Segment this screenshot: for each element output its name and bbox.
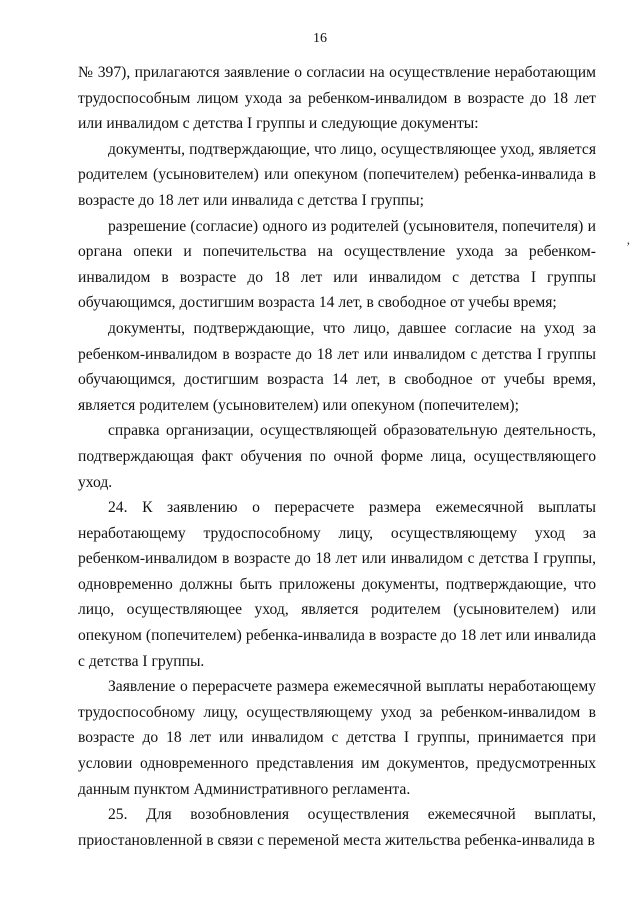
paragraph-education-certificate: справка организации, осуществляющей образовательную деятельность, подтверждающая факт обучения по очной форме лица, осуществляющего уход. xyxy=(78,422,596,491)
margin-mark: , xyxy=(626,232,630,247)
paragraph-continuation: № 397), прилагаются заявление о согласии на осуществление неработающим трудоспособным лицом ухода за ребенком-инвалидом в возрасте до 18 лет или инвалидом с детства I группы и следующие документы: xyxy=(78,64,596,133)
page-number: 16 xyxy=(313,31,327,46)
paragraph-document-consent-proof: документы, подтверждающие, что лицо, давшее согласие на уход за ребенком-инвалидом в возрасте до 18 лет или инвалидом с детства I группы обучающимся, достигшим возраста 14 лет, в свободное от учебы время, является родителем (усыновителем) или опекуном (попечителем); xyxy=(78,319,596,414)
paragraph-permission-consent: разрешение (согласие) одного из родителей (усыновителя, попечителя) и органа опеки и попечительства на осуществление ухода за ребенком-инвалидом в возрасте до 18 лет или инвалидом с детства I группы обучающимся, достигшим возраста 14 лет, в свободное от учебы время; xyxy=(78,217,596,312)
document-body xyxy=(78,60,596,853)
paragraph-item-25: 25. Для возобновления осуществления ежемесячной выплаты, приостановленной в связи с переменой места жительства ребенка-инвалида в xyxy=(78,806,596,849)
paragraph-recalculation-application: Заявление о перерасчете размера ежемесячной выплаты неработающему трудоспособному лицу, осуществляющему уход за ребенком-инвалидом в возрасте до 18 лет или инвалидом с детства I группы, принимается при условии одновременного представления им документов, предусмотренных данным пунктом Административного регламента. xyxy=(78,678,596,798)
paragraph-item-24: 24. К заявлению о перерасчете размера ежемесячной выплаты неработающему трудоспособному лицу, осуществляющему уход за ребенком-инвалидом в возрасте до 18 лет или инвалидом с детства I группы, одновременно должны быть приложены документы, подтверждающие, что лицо, осуществляющее уход, является родителем (усыновителем) или опекуном (попечителем) ребенка-инвалида в возрасте до 18 лет или инвалида с детства I группы. xyxy=(78,499,596,670)
paragraph-document-parent-proof: документы, подтверждающие, что лицо, осуществляющее уход, является родителем (усыновителем) или опекуном (попечителем) ребенка-инвалида в возрасте до 18 лет или инвалида с детства I группы; xyxy=(78,140,596,209)
